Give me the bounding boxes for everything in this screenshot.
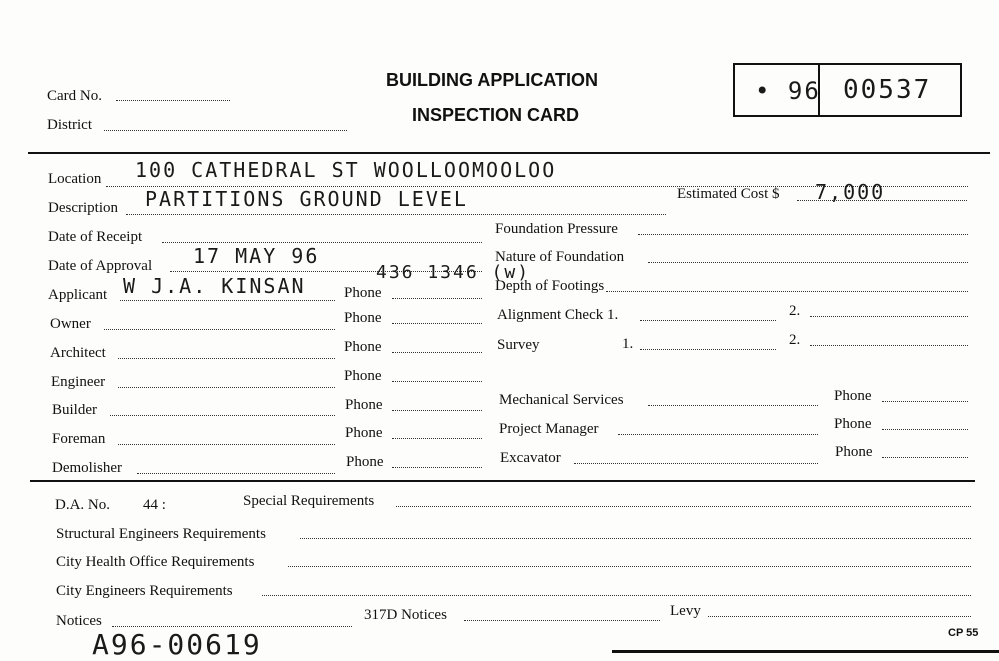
card-number-value: 00537 xyxy=(843,75,932,105)
card-no-line xyxy=(116,100,230,101)
owner-phone-label: Phone xyxy=(344,310,382,326)
city-health-label: City Health Office Requirements xyxy=(56,554,255,570)
card-number-prefix: • 96 xyxy=(755,77,821,105)
builder-line xyxy=(110,415,335,416)
applicant-label: Applicant xyxy=(48,287,108,303)
architect-line xyxy=(118,358,335,359)
builder-label: Builder xyxy=(52,402,97,418)
applicant-line xyxy=(120,300,335,301)
engineer-label: Engineer xyxy=(51,374,106,390)
estimated-cost-label: Estimated Cost $ xyxy=(677,186,780,202)
foreman-line xyxy=(118,444,335,445)
foundation-pressure-line xyxy=(638,234,968,235)
engineer-line xyxy=(118,387,335,388)
excavator-phone-line xyxy=(882,457,968,458)
description-line xyxy=(126,214,666,215)
survey-line-1 xyxy=(640,349,776,350)
demolisher-phone-label: Phone xyxy=(346,454,384,470)
project-manager-phone-label: Phone xyxy=(834,416,872,432)
city-engineers-label: City Engineers Requirements xyxy=(56,583,233,599)
alignment-check-label: Alignment Check 1. xyxy=(497,307,619,323)
date-of-approval-value: 17 MAY 96 xyxy=(193,244,320,268)
structural-engineers-label: Structural Engineers Requirements xyxy=(56,526,266,542)
engineer-phone-line xyxy=(392,381,482,382)
foreman-phone-label: Phone xyxy=(345,425,383,441)
title-line-1: BUILDING APPLICATION xyxy=(386,70,598,90)
middle-rule xyxy=(30,480,975,482)
nature-of-foundation-line xyxy=(648,262,968,263)
foundation-pressure-label: Foundation Pressure xyxy=(495,221,618,237)
demolisher-label: Demolisher xyxy=(52,460,122,476)
notices-label: Notices xyxy=(56,613,102,629)
alignment-check-two: 2. xyxy=(789,303,801,319)
structural-engineers-line xyxy=(300,538,971,539)
description-value: PARTITIONS GROUND LEVEL xyxy=(145,187,468,211)
alignment-check-line-1 xyxy=(640,320,776,321)
project-manager-label: Project Manager xyxy=(499,421,599,437)
nature-of-foundation-label: Nature of Foundation xyxy=(495,249,625,265)
depth-of-footings-label: Depth of Footings xyxy=(495,278,605,294)
foreman-label: Foreman xyxy=(52,431,106,447)
form-code: CP 55 xyxy=(948,627,979,639)
architect-phone-line xyxy=(392,352,482,353)
special-requirements-label: Special Requirements xyxy=(243,493,375,509)
mechanical-phone-label: Phone xyxy=(834,388,872,404)
excavator-line xyxy=(574,463,818,464)
date-of-receipt-line xyxy=(162,242,482,243)
notices-line xyxy=(112,626,352,627)
location-label: Location xyxy=(48,171,102,187)
estimated-cost-value: 7,000 xyxy=(815,180,886,204)
owner-label: Owner xyxy=(50,316,91,332)
description-label: Description xyxy=(48,200,118,216)
foreman-phone-line xyxy=(392,438,482,439)
notices-317d-line xyxy=(464,620,660,621)
da-no-label: D.A. No. xyxy=(55,497,110,513)
levy-label: Levy xyxy=(670,603,701,619)
mechanical-phone-line xyxy=(882,401,968,402)
excavator-phone-label: Phone xyxy=(835,444,873,460)
survey-two: 2. xyxy=(789,332,801,348)
owner-line xyxy=(104,329,335,330)
owner-phone-line xyxy=(392,323,482,324)
city-engineers-line xyxy=(262,595,971,596)
depth-of-footings-line xyxy=(606,291,968,292)
notices-317d-label: 317D Notices xyxy=(364,607,447,623)
architect-phone-label: Phone xyxy=(344,339,382,355)
levy-line xyxy=(708,616,971,617)
applicant-phone-label: Phone xyxy=(344,285,382,301)
da-no-value: 44 : xyxy=(143,497,166,513)
date-of-receipt-label: Date of Receipt xyxy=(48,229,143,245)
applicant-phone-line xyxy=(392,298,482,299)
district-label: District xyxy=(47,117,92,133)
mechanical-services-line xyxy=(648,405,818,406)
city-health-line xyxy=(288,566,971,567)
architect-label: Architect xyxy=(50,345,106,361)
title-line-2: INSPECTION CARD xyxy=(412,105,580,125)
location-value: 100 CATHEDRAL ST WOOLLOOMOOLOO xyxy=(135,158,557,182)
date-of-approval-label: Date of Approval xyxy=(48,258,153,274)
survey-label: Survey xyxy=(497,337,540,353)
project-manager-phone-line xyxy=(882,429,968,430)
mechanical-services-label: Mechanical Services xyxy=(499,392,624,408)
project-manager-line xyxy=(618,434,818,435)
bottom-rule xyxy=(612,650,999,653)
applicant-phone-value: 436 1346 (w) xyxy=(376,262,531,283)
builder-phone-line xyxy=(392,410,482,411)
survey-one: 1. xyxy=(622,336,634,352)
card-no-label: Card No. xyxy=(47,88,102,104)
special-requirements-line xyxy=(396,506,971,507)
demolisher-line xyxy=(137,473,335,474)
excavator-label: Excavator xyxy=(500,450,561,466)
engineer-phone-label: Phone xyxy=(344,368,382,384)
district-line xyxy=(104,130,347,131)
builder-phone-label: Phone xyxy=(345,397,383,413)
survey-line-2 xyxy=(810,345,968,346)
alignment-check-line-2 xyxy=(810,316,968,317)
handwritten-footer: A96-00619 xyxy=(92,628,262,661)
applicant-value: W J.A. KINSAN xyxy=(123,274,306,298)
demolisher-phone-line xyxy=(392,467,482,468)
top-rule xyxy=(28,152,990,154)
